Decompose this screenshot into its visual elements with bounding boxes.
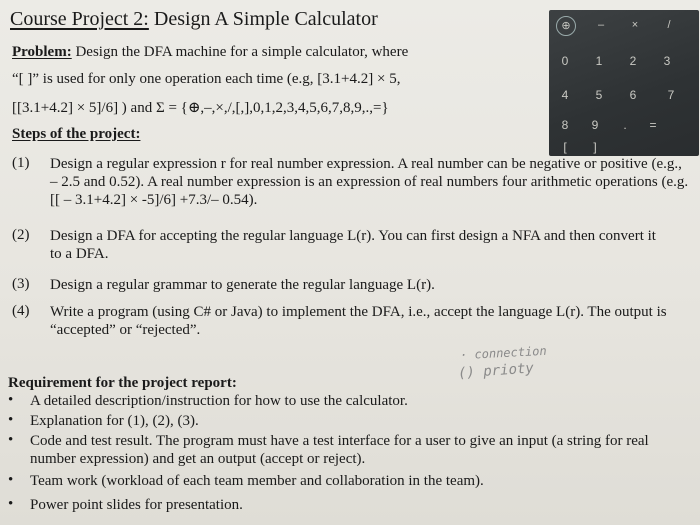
- title-course-project: Course Project 2:: [10, 8, 149, 30]
- requirement-5: Power point slides for presentation.: [30, 497, 243, 513]
- key-0: 0: [561, 54, 569, 68]
- bullet-1-marker: •: [8, 392, 14, 408]
- calculator-keypad-image: [549, 10, 699, 156]
- step-4-text: Write a program (using C# or Java) to implement the DFA, i.e., accept the language L(r). The output is “accepted” or “rejected”.: [50, 304, 667, 338]
- key-1: 1: [595, 54, 603, 68]
- step-3-text: Design a regular grammar to generate the regular language L(r).: [50, 277, 435, 293]
- key-times: ×: [631, 19, 639, 31]
- bullet-5-marker: •: [8, 496, 14, 512]
- key-2: 2: [629, 54, 637, 68]
- title-calculator: Design A Simple Calculator: [153, 8, 378, 30]
- problem-line-1: [12, 44, 408, 61]
- key-3: 3: [663, 54, 671, 68]
- step-1-text: Design a regular expression r for real number expression. A real number can be negative or positive (e.g., – 2.5 and 0.52). A real number expression is an expression of real numbers four arithmetic operations (e.g. [[ – 3.1+4.2] × -5]/6] +7.3/– 0.54).: [50, 156, 689, 208]
- problem-label: Problem:: [12, 44, 72, 60]
- requirements-heading: Requirement for the project report:: [8, 375, 237, 391]
- key-minus: –: [597, 19, 605, 31]
- requirement-3: Code and test result. The program must have a test interface for a user to give an input (a string for real number expression) and get an output (accept or reject).: [30, 433, 649, 467]
- key-close-bracket: ]: [593, 140, 597, 154]
- requirement-1: A detailed description/instruction for how to use the calculator.: [30, 393, 408, 409]
- handwritten-note-priority: () prioty: [457, 360, 535, 382]
- bullet-4-marker: •: [8, 472, 14, 488]
- key-divide: /: [667, 19, 671, 31]
- requirement-4: Team work (workload of each team member and collaboration in the team).: [30, 473, 484, 489]
- step-1-number: (1): [12, 155, 30, 171]
- key-6: 6: [629, 88, 637, 102]
- key-8: 8: [561, 118, 569, 132]
- key-dot: .: [623, 118, 627, 132]
- problem-line-2: “[ ]” is used for only one operation each time (e.g, [3.1+4.2] × 5,: [12, 71, 401, 87]
- bullet-2-marker: •: [8, 412, 14, 428]
- key-4: 4: [561, 88, 569, 102]
- step-4-number: (4): [12, 303, 30, 319]
- requirement-2: Explanation for (1), (2), (3).: [30, 413, 199, 429]
- handwritten-note-connection: · connection: [459, 343, 548, 363]
- step-3-number: (3): [12, 276, 30, 292]
- key-5: 5: [595, 88, 603, 102]
- key-7: 7: [667, 88, 675, 102]
- steps-heading: Steps of the project:: [12, 126, 141, 142]
- step-2-text: Design a DFA for accepting the regular language L(r). You can first design a NFA and then convert it to a DFA.: [50, 228, 656, 262]
- key-open-bracket: [: [563, 140, 567, 154]
- problem-line-3: [[3.1+4.2] × 5]/6] ) and Σ = {⊕,–,×,/,[,],0,1,2,3,4,5,6,7,8,9,.,=}: [12, 100, 389, 116]
- key-plus-circle: ⊕: [556, 16, 576, 36]
- key-equals: =: [649, 118, 657, 132]
- bullet-3-marker: •: [8, 432, 14, 448]
- problem-text-1: Design the DFA machine for a simple calculator, where: [75, 44, 409, 60]
- page-title: [10, 8, 378, 31]
- key-9: 9: [591, 118, 599, 132]
- step-2-number: (2): [12, 227, 30, 243]
